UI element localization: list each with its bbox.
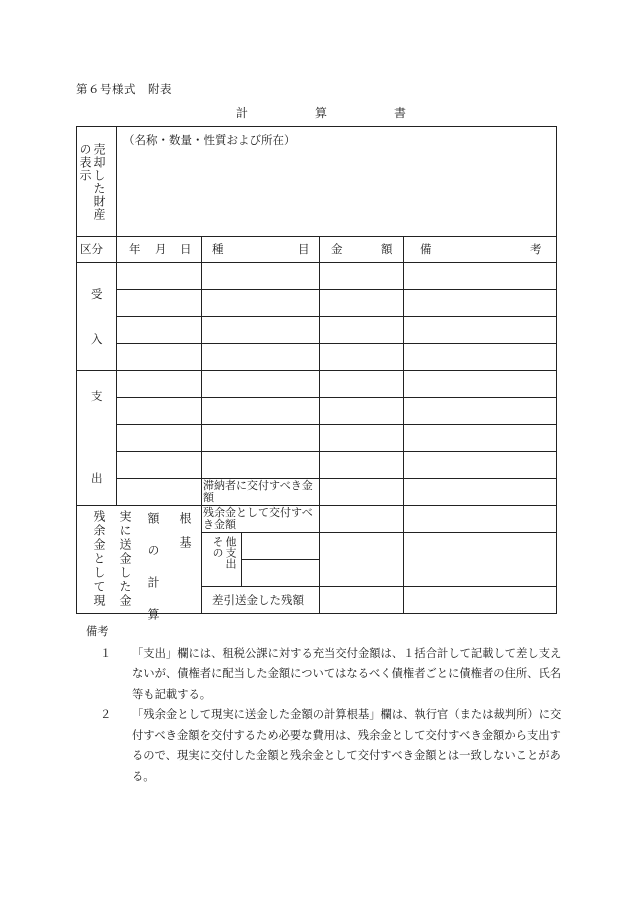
row-other-expense-col2: その — [211, 536, 224, 558]
surplus-label-col3: 額 の 計 算 — [146, 512, 160, 624]
form-number-label: 第６号様式 附表 — [76, 82, 172, 96]
title-char-1: 計 — [236, 106, 249, 120]
surplus-label-col4: 根 基 — [178, 512, 192, 548]
remarks-item-1-text: 「支出」欄には、租税公課に対する充当交付金額は、１括合計して記載して差し支えないが、債権者に配当した金額についてはなるべく債権者ごとに債権者の住所、氏名等も記載する。 — [132, 646, 562, 701]
header-amount-kin: 金 — [331, 242, 343, 256]
remarks-item-2 — [86, 705, 566, 787]
header-year: 年 — [129, 242, 141, 256]
header-item-shu: 種 — [212, 242, 224, 256]
row-net-sent: 差引送金した残額 — [212, 593, 304, 607]
remarks-item-2-number: ２ — [100, 708, 112, 721]
section-receipt-2: 入 — [91, 332, 103, 346]
property-label-col1: 売却した財産 — [92, 143, 106, 221]
header-kubun: 区分 — [80, 242, 103, 256]
row-other-expense-col1: 他支出 — [224, 536, 237, 569]
section-payment-1: 支 — [91, 389, 103, 403]
section-receipt-1: 受 — [91, 287, 103, 301]
section-payment-2: 出 — [91, 471, 103, 485]
header-item-moku: 目 — [298, 242, 310, 256]
document-title — [236, 104, 406, 121]
property-label-col2: の表示 — [78, 143, 92, 182]
header-remarks-kou: 考 — [530, 242, 542, 256]
header-remarks-bi: 備 — [420, 242, 432, 256]
row-surplus-due: 残余金として交付すべき金額 — [203, 506, 313, 531]
header-month: 月 — [155, 242, 167, 256]
title-char-2: 算 — [314, 106, 327, 120]
header-amount-gaku: 額 — [381, 242, 393, 256]
remarks-section — [86, 622, 566, 787]
row-delinquent-amount: 滞納者に交付すべき金額 — [203, 479, 313, 504]
remarks-item-1-number: １ — [100, 646, 112, 660]
title-char-3: 書 — [393, 106, 406, 120]
surplus-label-col1: 残余金として現 — [92, 510, 106, 608]
remarks-item-1 — [86, 644, 566, 706]
remarks-item-2-text: 「残余金として現実に送金した金額の計算根基」欄は、執行官（または裁判所）に交付すべき金額を交付するため必要な費用は、残余金として交付すべき金額から支出するので、現実に交付した金額と残余金として交付すべき金額とは一致しないことがある。 — [132, 708, 562, 783]
remarks-heading: 備考 — [86, 625, 109, 638]
surplus-label-col2: 実に送金した金 — [118, 510, 132, 608]
property-description-note: （名称・数量・性質および所在） — [123, 133, 296, 147]
header-day: 日 — [180, 242, 192, 256]
